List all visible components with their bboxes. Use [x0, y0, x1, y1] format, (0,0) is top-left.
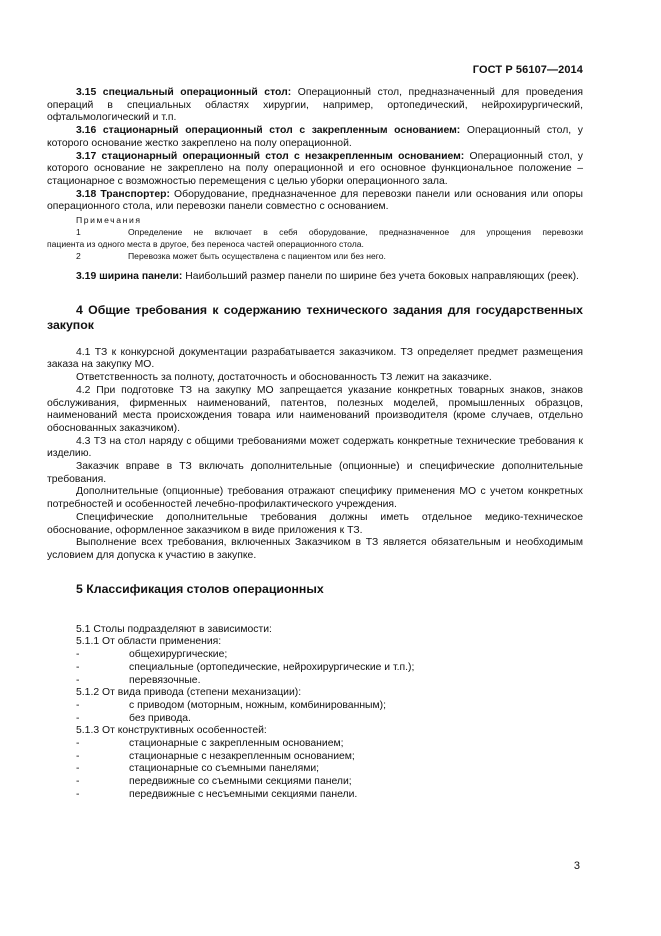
dash: - [76, 776, 80, 788]
definition-text: Наибольший размер панели по ширине без учета боковых направляющих (реек). [182, 271, 579, 283]
para-4-2: 4.2 При подготовке ТЗ на закупку МО запрещается указание конкретных товарных знаков, знаков обслуживания, фирменных наименований, патентов, полезных моделей, промышленных образцов, наименований места происхождения товара или наименований производителя (кроме случаев, отдельно обоснованных заказчиком). [47, 384, 583, 434]
note-number: 2 [76, 251, 81, 262]
definition-3-17 [47, 151, 583, 189]
list-5-1-2 [47, 700, 583, 725]
para-5-1-1: 5.1.1 От области применения: [76, 636, 222, 648]
term: 3.17 стационарный операционный стол с незакрепленным основанием: [76, 150, 465, 162]
definition-3-16 [47, 125, 583, 150]
note-text: Перевозка может быть осуществлена с пациентом или без него. [128, 251, 386, 262]
term: 3.18 Транспортер: [76, 188, 170, 200]
note-text: Определение не включает в себя оборудование, предназначенное для упрощения перевозки [128, 227, 583, 238]
para-5-1-2: 5.1.2 От вида привода (степени механизации): [76, 687, 302, 699]
list-5-1-1 [47, 649, 583, 687]
page-content [47, 87, 583, 802]
note-1-continuation: пациента из одного места в другое, без переноса частей операционного стола. [47, 239, 364, 250]
list-item: - без привода. [47, 713, 583, 726]
list-item: - передвижные с несъемными секциями панели. [47, 789, 583, 802]
page-number: 3 [573, 860, 580, 872]
list-item: - специальные (ортопедические, нейрохирургические и т.п.); [47, 662, 583, 675]
list-item: - стационарные со съемными панелями; [47, 763, 583, 776]
dash: - [76, 788, 80, 800]
para-4-3-c: Дополнительные (опционные) требования отражают специфику применения МО с учетом конкретных потребностей и особенностей лечебно-профилактического учреждения. [47, 486, 583, 511]
definition-text: Оборудование, предназначенное для перевозки панели или основания или опоры операционного стола, или перевозки панели совместно с основанием. [47, 188, 584, 213]
note-number: 1 [76, 227, 81, 238]
term: 3.15 специальный операционный стол: [76, 87, 292, 98]
note-1 [47, 226, 583, 238]
definition-text: Операционный стол, у которого основание не закреплено на полу операционной и его основное функциональное положение – стационарное с возможностью перемещения с целью уборки операционного зала. [47, 150, 584, 187]
list-item: - стационарные с незакрепленным основанием; [47, 751, 583, 764]
para-4-1: 4.1 ТЗ к конкурсной документации разрабатывается заказчиком. ТЗ определяет предмет размещения заказа на закупку МО. [47, 346, 583, 371]
definition-3-18 [47, 189, 583, 214]
dash: - [76, 712, 80, 724]
list-item: - передвижные со съемными секциями панели; [47, 776, 583, 789]
dash: - [76, 763, 80, 775]
para-4-3-e: Выполнение всех требования, включенных Заказчиком в ТЗ является обязательным и необходимым условием для допуска к участию в закупке. [47, 537, 583, 561]
term: 3.16 стационарный операционный стол с закрепленным основанием: [76, 125, 461, 137]
list-item: - с приводом (моторным, ножным, комбинированным); [47, 700, 583, 713]
notes-block [47, 214, 583, 262]
para-5-1-3: 5.1.3 От конструктивных особенностей: [76, 725, 267, 737]
para-4-3-b: Заказчик вправе в ТЗ включать дополнительные (опционные) и специфические дополнительные требования. [47, 461, 583, 485]
definition-3-19 [47, 271, 583, 284]
para-4-3-d: Специфические дополнительные требования должны иметь отдельное медико-техническое обоснование, оформленное заказчиком в виде приложения к ТЗ. [47, 511, 583, 536]
term: 3.19 ширина панели: [76, 271, 183, 283]
para-4-1-b: Ответственность за полноту, достаточность и обоснованность ТЗ лежит на заказчике. [76, 372, 492, 384]
dash: - [76, 661, 80, 673]
dash: - [76, 699, 80, 711]
section-4-heading: 4 Общие требования к содержанию технического задания для государственных закупок [47, 302, 583, 332]
dash: - [76, 674, 80, 686]
section-5 [47, 582, 583, 802]
definition-3-15 [47, 87, 583, 125]
definition-text: Операционный стол, предназначенный для проведения операций в специальных областях хирургии, например, ортопедический, нейрохирургический, офтальмологический и т.п. [47, 87, 583, 124]
document-id: ГОСТ Р 56107—2014 [472, 64, 583, 76]
section-5-heading: 5 Классификация столов операционных [76, 581, 324, 596]
list-item: - общехирургические; [47, 649, 583, 662]
dash: - [76, 750, 80, 762]
list-item: - стационарные с закрепленным основанием; [47, 738, 583, 751]
notes-heading: Примечания [76, 215, 142, 226]
definition-text: Операционный стол, у которого основание жестко закреплено на полу операционной. [47, 125, 583, 149]
para-5-1: 5.1 Столы подразделяют в зависимости: [76, 623, 272, 635]
dash: - [76, 738, 80, 750]
para-4-3: 4.3 ТЗ на стол наряду с общими требованиями может содержать конкретные технические требования к изделию. [47, 435, 583, 460]
list-5-1-3 [47, 738, 583, 802]
list-item: - перевязочные. [47, 675, 583, 688]
dash: - [76, 649, 80, 661]
note-2 [47, 250, 583, 262]
